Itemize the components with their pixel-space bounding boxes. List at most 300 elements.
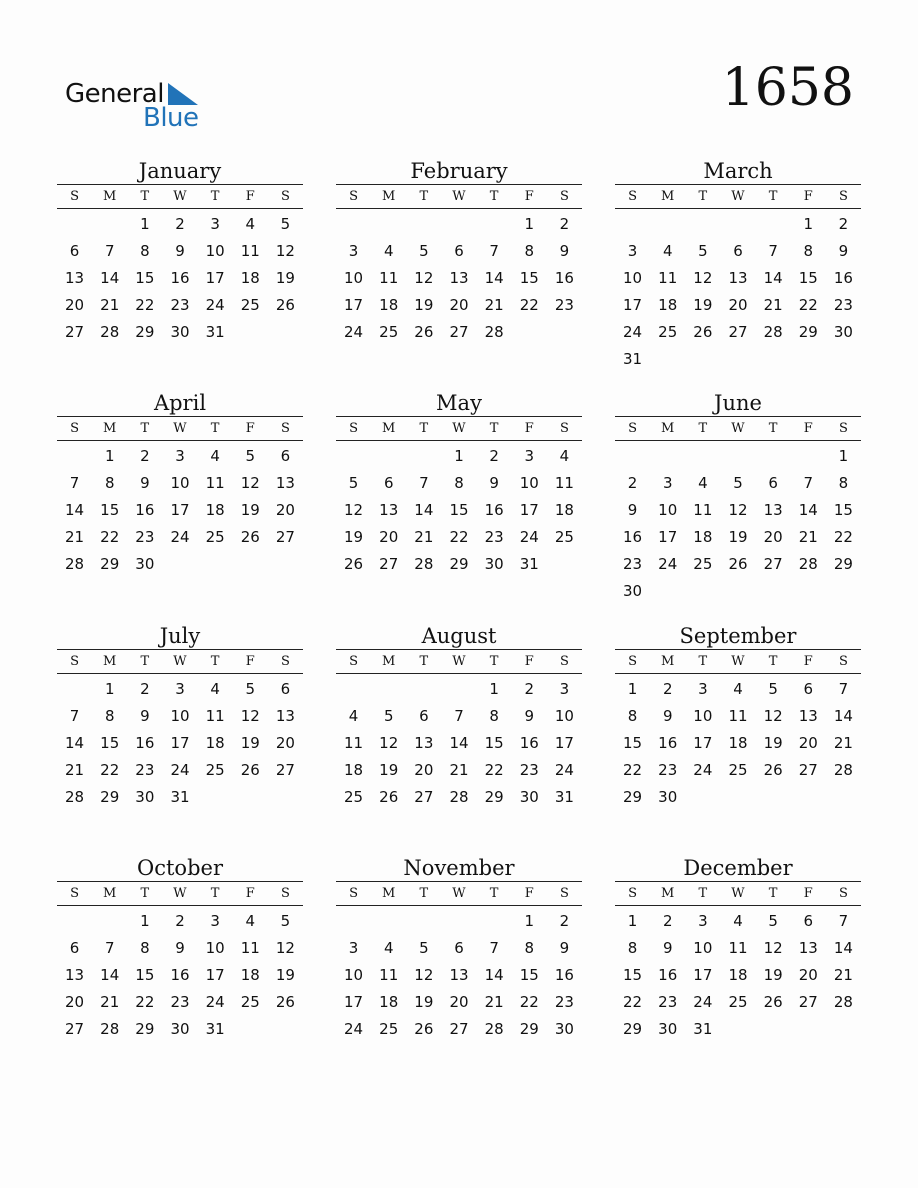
empty-day-cell (57, 908, 92, 935)
day-cell: 19 (763, 734, 783, 752)
day-cell: 8 (803, 242, 814, 260)
day-cell: 24 (658, 555, 678, 573)
days-grid (336, 676, 582, 811)
weekday-label: S (349, 421, 359, 436)
day-cell: 21 (763, 296, 783, 314)
day-cell: 1 (524, 215, 535, 233)
day-cell: 19 (240, 501, 260, 519)
month-title: November (403, 856, 515, 880)
day-cell: 31 (693, 1020, 713, 1038)
day-cell: 20 (763, 528, 783, 546)
day-cell: 30 (519, 788, 539, 806)
day-cell: 27 (379, 555, 399, 573)
day-cell: 16 (135, 501, 155, 519)
day-cell: 18 (379, 296, 399, 314)
weekday-label: F (803, 189, 813, 204)
day-cell: 18 (240, 966, 260, 984)
day-cell: 16 (658, 966, 678, 984)
day-cell: 8 (140, 242, 150, 260)
day-cell: 19 (693, 296, 713, 314)
day-cell: 22 (484, 761, 504, 779)
day-cell: 13 (65, 269, 85, 287)
weekday-label: T (210, 421, 220, 436)
weekday-label: M (382, 654, 396, 669)
day-cell: 6 (454, 242, 464, 260)
day-cell: 29 (623, 788, 643, 806)
day-cell: 12 (693, 269, 713, 287)
day-cell: 5 (348, 474, 359, 492)
day-cell: 1 (803, 215, 814, 233)
weekday-header (336, 649, 582, 674)
day-cell: 15 (519, 966, 539, 984)
weekday-label: W (173, 421, 187, 436)
day-cell: 7 (104, 242, 115, 260)
day-cell: 15 (623, 734, 643, 752)
day-cell: 22 (798, 296, 818, 314)
day-cell: 16 (170, 966, 190, 984)
day-cell: 17 (693, 966, 713, 984)
weekday-label: S (280, 189, 290, 204)
day-cell: 29 (519, 1020, 539, 1038)
day-cell: 5 (383, 707, 394, 725)
empty-day-cell (615, 211, 650, 238)
day-cell: 15 (100, 734, 120, 752)
weekday-label: S (628, 654, 638, 669)
day-cell: 4 (662, 242, 673, 260)
month-title: June (714, 391, 762, 415)
day-cell: 3 (698, 912, 708, 930)
day-cell: 28 (484, 1020, 504, 1038)
day-cell: 23 (170, 993, 190, 1011)
day-cell: 31 (170, 788, 190, 806)
days-grid (615, 908, 861, 1043)
day-cell: 14 (798, 501, 818, 519)
days-grid (615, 211, 861, 373)
empty-day-cell (371, 443, 406, 470)
day-cell: 10 (344, 966, 364, 984)
day-cell: 19 (275, 269, 295, 287)
day-cell: 23 (135, 528, 155, 546)
day-cell: 4 (559, 447, 570, 465)
day-cell: 1 (489, 680, 499, 698)
empty-day-cell (720, 443, 755, 470)
month-february (336, 158, 582, 346)
day-cell: 1 (104, 680, 115, 698)
day-cell: 5 (768, 680, 778, 698)
weekday-label: S (559, 886, 569, 901)
day-cell: 20 (379, 528, 399, 546)
day-cell: 2 (175, 215, 185, 233)
month-may (336, 390, 582, 578)
weekday-label: T (140, 886, 150, 901)
day-cell: 4 (383, 939, 394, 957)
weekday-label: M (382, 886, 396, 901)
day-cell: 5 (768, 912, 778, 930)
day-cell: 9 (838, 242, 849, 260)
weekday-label: T (768, 189, 778, 204)
day-cell: 4 (245, 912, 256, 930)
day-cell: 18 (205, 734, 225, 752)
day-cell: 17 (658, 528, 678, 546)
day-cell: 7 (419, 474, 429, 492)
empty-day-cell (685, 443, 720, 470)
day-cell: 29 (623, 1020, 643, 1038)
weekday-label: T (419, 886, 429, 901)
day-cell: 5 (245, 680, 256, 698)
weekday-label: W (731, 886, 745, 901)
weekday-header (57, 649, 303, 674)
day-cell: 12 (763, 707, 783, 725)
day-cell: 5 (280, 912, 291, 930)
day-cell: 21 (414, 528, 434, 546)
month-title: March (703, 159, 773, 183)
day-cell: 5 (733, 474, 743, 492)
day-cell: 13 (449, 966, 469, 984)
days-grid (336, 211, 582, 346)
weekday-header (57, 416, 303, 441)
month-december (615, 855, 861, 1043)
month-title: August (421, 624, 497, 648)
day-cell: 11 (240, 242, 260, 260)
weekday-label: T (489, 654, 499, 669)
weekday-label: F (245, 421, 255, 436)
weekday-label: W (173, 886, 187, 901)
day-cell: 12 (763, 939, 783, 957)
day-cell: 8 (454, 474, 464, 492)
empty-day-cell (685, 211, 720, 238)
day-cell: 10 (554, 707, 574, 725)
day-cell: 11 (379, 966, 399, 984)
day-cell: 10 (519, 474, 539, 492)
day-cell: 3 (175, 680, 185, 698)
weekday-header (336, 881, 582, 906)
weekday-header (336, 416, 582, 441)
weekday-label: M (661, 886, 675, 901)
day-cell: 1 (838, 447, 849, 465)
empty-day-cell (406, 211, 441, 238)
logo-blue-text: Blue (143, 103, 199, 133)
day-cell: 24 (519, 528, 539, 546)
day-cell: 28 (833, 993, 853, 1011)
day-cell: 9 (559, 939, 570, 957)
day-cell: 14 (763, 269, 783, 287)
day-cell: 10 (205, 939, 225, 957)
day-cell: 6 (803, 912, 814, 930)
day-cell: 27 (798, 761, 818, 779)
day-cell: 7 (104, 939, 115, 957)
weekday-label: S (70, 189, 80, 204)
day-cell: 20 (798, 966, 818, 984)
day-cell: 7 (489, 242, 499, 260)
day-cell: 24 (344, 1020, 364, 1038)
weekday-label: S (280, 654, 290, 669)
day-cell: 2 (140, 447, 150, 465)
day-cell: 27 (449, 323, 469, 341)
day-cell: 30 (833, 323, 853, 341)
day-cell: 15 (623, 966, 643, 984)
weekday-label: S (559, 421, 569, 436)
day-cell: 24 (205, 993, 225, 1011)
day-cell: 16 (135, 734, 155, 752)
weekday-label: F (245, 189, 255, 204)
day-cell: 4 (383, 242, 394, 260)
day-cell: 28 (484, 323, 504, 341)
day-cell: 2 (662, 912, 673, 930)
day-cell: 6 (280, 447, 291, 465)
weekday-label: T (698, 189, 708, 204)
weekday-label: S (280, 886, 290, 901)
month-january (57, 158, 303, 346)
day-cell: 17 (205, 966, 225, 984)
day-cell: 9 (489, 474, 499, 492)
empty-day-cell (371, 211, 406, 238)
generalblue-logo (65, 78, 215, 134)
weekday-label: S (838, 189, 848, 204)
day-cell: 10 (344, 269, 364, 287)
empty-day-cell (441, 908, 476, 935)
day-cell: 26 (240, 761, 260, 779)
day-cell: 26 (414, 323, 434, 341)
day-cell: 17 (519, 501, 539, 519)
weekday-label: T (419, 421, 429, 436)
day-cell: 6 (454, 939, 464, 957)
day-cell: 25 (658, 323, 678, 341)
weekday-label: S (70, 886, 80, 901)
day-cell: 19 (414, 296, 434, 314)
day-cell: 19 (763, 966, 783, 984)
weekday-label: M (103, 654, 117, 669)
weekday-label: T (210, 189, 220, 204)
day-cell: 22 (519, 296, 539, 314)
day-cell: 2 (140, 680, 150, 698)
month-title: October (137, 856, 223, 880)
day-cell: 2 (838, 215, 849, 233)
day-cell: 16 (484, 501, 504, 519)
day-cell: 13 (449, 269, 469, 287)
day-cell: 7 (454, 707, 464, 725)
day-cell: 25 (205, 761, 225, 779)
day-cell: 6 (69, 242, 80, 260)
day-cell: 17 (693, 734, 713, 752)
day-cell: 8 (104, 707, 115, 725)
day-cell: 9 (140, 474, 150, 492)
empty-day-cell (92, 908, 127, 935)
day-cell: 15 (833, 501, 853, 519)
empty-day-cell (441, 211, 476, 238)
weekday-label: F (245, 886, 255, 901)
day-cell: 13 (65, 966, 85, 984)
day-cell: 30 (135, 788, 155, 806)
weekday-label: T (419, 189, 429, 204)
weekday-label: S (559, 189, 569, 204)
day-cell: 9 (175, 242, 185, 260)
day-cell: 10 (170, 474, 190, 492)
day-cell: 3 (698, 680, 708, 698)
day-cell: 6 (280, 680, 291, 698)
day-cell: 21 (100, 993, 120, 1011)
day-cell: 3 (348, 242, 359, 260)
day-cell: 7 (489, 939, 499, 957)
day-cell: 6 (768, 474, 778, 492)
day-cell: 21 (484, 296, 504, 314)
day-cell: 4 (348, 707, 359, 725)
day-cell: 23 (135, 761, 155, 779)
day-cell: 15 (449, 501, 469, 519)
day-cell: 23 (554, 993, 574, 1011)
day-cell: 4 (210, 680, 220, 698)
day-cell: 19 (728, 528, 748, 546)
empty-day-cell (57, 211, 92, 238)
day-cell: 13 (275, 707, 295, 725)
day-cell: 15 (519, 269, 539, 287)
empty-day-cell (615, 443, 650, 470)
weekday-label: W (452, 189, 466, 204)
weekday-label: T (489, 421, 499, 436)
day-cell: 27 (65, 323, 85, 341)
day-cell: 14 (100, 966, 120, 984)
day-cell: 13 (414, 734, 434, 752)
month-title: July (159, 624, 201, 648)
day-cell: 30 (170, 1020, 190, 1038)
day-cell: 12 (275, 939, 295, 957)
days-grid (615, 676, 861, 811)
day-cell: 8 (104, 474, 115, 492)
day-cell: 31 (205, 1020, 225, 1038)
day-cell: 28 (449, 788, 469, 806)
day-cell: 8 (838, 474, 849, 492)
day-cell: 28 (833, 761, 853, 779)
days-grid (57, 443, 303, 578)
day-cell: 30 (623, 582, 643, 600)
weekday-label: M (103, 886, 117, 901)
weekday-label: F (245, 654, 255, 669)
day-cell: 29 (135, 1020, 155, 1038)
weekday-label: T (419, 654, 429, 669)
day-cell: 14 (484, 269, 504, 287)
day-cell: 18 (728, 734, 748, 752)
day-cell: 7 (69, 474, 80, 492)
day-cell: 21 (65, 528, 85, 546)
day-cell: 1 (140, 912, 150, 930)
day-cell: 1 (104, 447, 115, 465)
day-cell: 17 (170, 501, 190, 519)
day-cell: 11 (205, 474, 225, 492)
day-cell: 10 (205, 242, 225, 260)
weekday-header (336, 184, 582, 209)
day-cell: 9 (662, 707, 673, 725)
day-cell: 8 (524, 242, 535, 260)
day-cell: 13 (379, 501, 399, 519)
year-title: 1658 (721, 58, 854, 118)
day-cell: 12 (275, 242, 295, 260)
day-cell: 25 (344, 788, 364, 806)
weekday-label: T (698, 886, 708, 901)
day-cell: 22 (135, 993, 155, 1011)
weekday-header (615, 416, 861, 441)
day-cell: 22 (623, 761, 643, 779)
day-cell: 16 (833, 269, 853, 287)
day-cell: 12 (414, 966, 434, 984)
weekday-header (615, 184, 861, 209)
day-cell: 11 (205, 707, 225, 725)
empty-day-cell (791, 443, 826, 470)
day-cell: 9 (140, 707, 150, 725)
day-cell: 7 (803, 474, 814, 492)
weekday-label: S (280, 421, 290, 436)
day-cell: 29 (833, 555, 853, 573)
days-grid (336, 908, 582, 1043)
day-cell: 4 (210, 447, 220, 465)
day-cell: 22 (135, 296, 155, 314)
day-cell: 28 (100, 323, 120, 341)
month-july (57, 623, 303, 811)
day-cell: 31 (205, 323, 225, 341)
weekday-label: T (768, 654, 778, 669)
day-cell: 28 (100, 1020, 120, 1038)
day-cell: 1 (524, 912, 535, 930)
empty-day-cell (406, 443, 441, 470)
day-cell: 30 (554, 1020, 574, 1038)
day-cell: 22 (100, 761, 120, 779)
day-cell: 4 (245, 215, 256, 233)
day-cell: 17 (205, 269, 225, 287)
day-cell: 18 (240, 269, 260, 287)
day-cell: 25 (379, 1020, 399, 1038)
day-cell: 20 (275, 734, 295, 752)
day-cell: 25 (693, 555, 713, 573)
day-cell: 31 (623, 350, 643, 368)
day-cell: 11 (658, 269, 678, 287)
month-title: April (153, 391, 207, 415)
day-cell: 17 (554, 734, 574, 752)
day-cell: 20 (65, 993, 85, 1011)
weekday-label: T (698, 654, 708, 669)
day-cell: 23 (484, 528, 504, 546)
day-cell: 24 (693, 761, 713, 779)
day-cell: 21 (798, 528, 818, 546)
weekday-header (57, 881, 303, 906)
month-march (615, 158, 861, 373)
empty-day-cell (57, 443, 92, 470)
days-grid (57, 211, 303, 346)
empty-day-cell (756, 443, 791, 470)
weekday-label: M (382, 421, 396, 436)
day-cell: 2 (175, 912, 185, 930)
day-cell: 29 (135, 323, 155, 341)
month-june (615, 390, 861, 605)
day-cell: 3 (627, 242, 638, 260)
day-cell: 18 (344, 761, 364, 779)
weekday-label: M (661, 654, 675, 669)
day-cell: 23 (554, 296, 574, 314)
day-cell: 7 (768, 242, 778, 260)
weekday-label: F (524, 421, 534, 436)
day-cell: 11 (240, 939, 260, 957)
day-cell: 27 (275, 761, 295, 779)
empty-day-cell (371, 908, 406, 935)
weekday-label: T (210, 654, 220, 669)
day-cell: 3 (559, 680, 570, 698)
weekday-label: F (803, 654, 813, 669)
day-cell: 7 (838, 680, 849, 698)
weekday-label: T (768, 886, 778, 901)
day-cell: 14 (484, 966, 504, 984)
day-cell: 12 (728, 501, 748, 519)
days-grid (57, 676, 303, 811)
day-cell: 27 (798, 993, 818, 1011)
day-cell: 28 (414, 555, 434, 573)
weekday-label: W (731, 189, 745, 204)
